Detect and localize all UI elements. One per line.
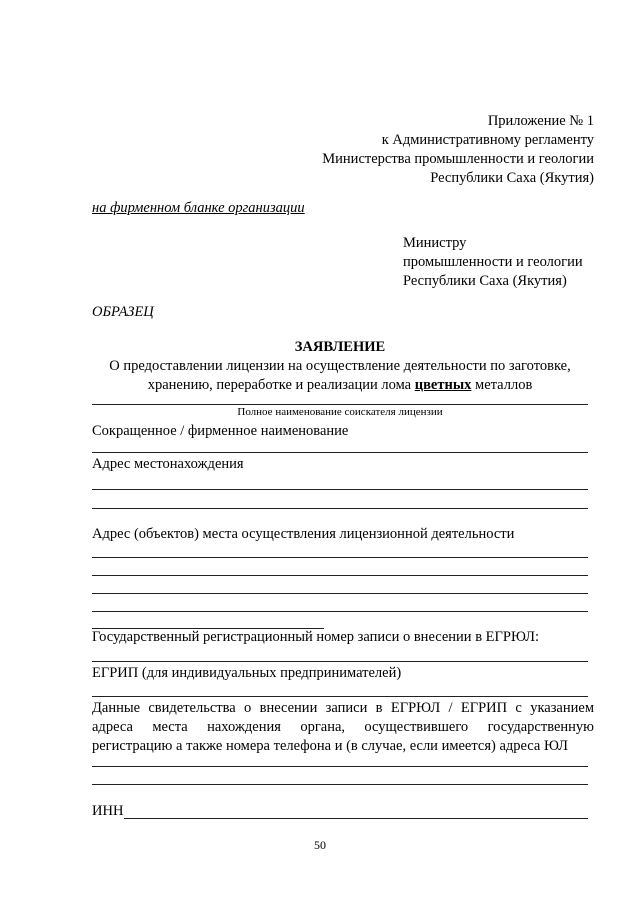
certificate-line-3: регистрацию а также номера телефона и (в случае, если имеется) адреса ЮЛ [92, 738, 568, 754]
certificate-line-blank-2[interactable] [92, 784, 588, 785]
address-line-1[interactable] [92, 489, 588, 490]
statement-subtitle-line-1: О предоставлении лицензии на осуществление деятельности по заготовке, [109, 358, 571, 374]
appendix-block [322, 112, 594, 188]
addressee-block [403, 234, 583, 291]
appendix-line-2: к Административному регламенту [381, 132, 594, 148]
letterhead-note: на фирменном бланке организации [92, 200, 305, 216]
full-name-caption: Полное наименование соискателя лицензии [237, 406, 443, 418]
inn-label: ИНН [92, 803, 124, 819]
inn-line[interactable] [124, 818, 588, 819]
objects-address-line-3[interactable] [92, 593, 588, 594]
certificate-paragraph [92, 699, 594, 756]
subtitle-text-after: металлов [471, 377, 533, 393]
objects-address-line-2[interactable] [92, 575, 588, 576]
certificate-line-2: адреса места нахождения органа, осуществившего государственную [92, 719, 594, 735]
sample-label: ОБРАЗЕЦ [92, 304, 154, 320]
egrul-line[interactable] [92, 661, 588, 662]
statement-heading [82, 338, 598, 395]
address-label: Адрес местонахождения [92, 456, 244, 472]
statement-subtitle-line-2 [82, 376, 598, 395]
objects-address-line-4[interactable] [92, 611, 588, 612]
addressee-line-3: Республики Саха (Якутия) [403, 273, 567, 289]
certificate-line-blank-1[interactable] [92, 766, 588, 767]
page-number: 50 [314, 838, 326, 852]
appendix-line-4: Республики Саха (Якутия) [430, 170, 594, 186]
appendix-line-3: Министерства промышленности и геологии [322, 151, 594, 167]
statement-title: ЗАЯВЛЕНИЕ [294, 339, 386, 355]
objects-address-line-1[interactable] [92, 557, 588, 558]
objects-address-label: Адрес (объектов) места осуществления лицензионной деятельности [92, 526, 515, 542]
address-line-2[interactable] [92, 508, 588, 509]
subtitle-emphasis: цветных [414, 377, 472, 393]
short-name-line[interactable] [92, 452, 588, 453]
certificate-line-1: Данные свидетельства о внесении записи в ЕГРЮЛ / ЕГРИП с указанием [92, 700, 594, 716]
addressee-line-2: промышленности и геологии [403, 254, 583, 270]
egrip-label: ЕГРИП (для индивидуальных предпринимателей) [92, 665, 402, 681]
egrul-label: Государственный регистрационный номер записи о внесении в ЕГРЮЛ: [92, 629, 540, 645]
addressee-line-1: Министру [403, 235, 467, 251]
full-name-line[interactable] [92, 404, 588, 405]
egrip-line[interactable] [92, 696, 588, 697]
subtitle-text-before: хранению, переработке и реализации лома [147, 377, 415, 393]
short-name-label: Сокращенное / фирменное наименование [92, 423, 349, 439]
appendix-line-1: Приложение № 1 [487, 113, 594, 129]
